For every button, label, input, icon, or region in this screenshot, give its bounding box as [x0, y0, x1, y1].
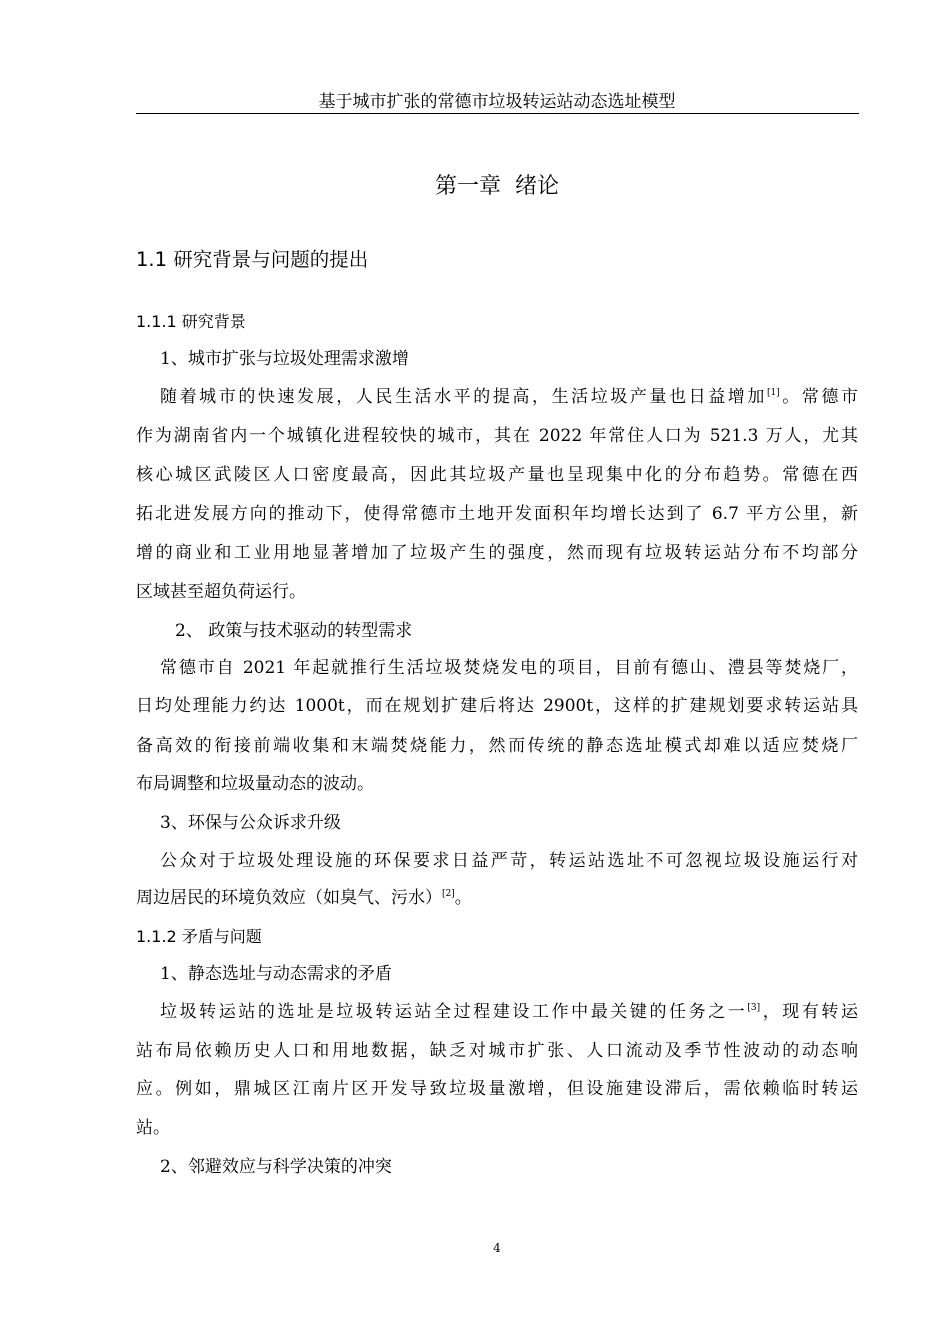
paragraph-line: 公众对于垃圾处理设施的环保要求日益严苛，转运站选址不可忽视垃圾设施运行对: [160, 851, 858, 871]
text-run: 。常德市: [779, 387, 859, 407]
item-heading: 2、 政策与技术驱动的转型需求: [175, 621, 413, 641]
paragraph-line: 备高效的衔接前端收集和末端焚烧能力，然而传统的静态选址模式却难以适应焚烧厂: [136, 736, 858, 756]
citation-ref: [3]: [747, 1003, 761, 1013]
paragraph-line: [160, 1000, 858, 1024]
text-run: 。: [454, 888, 472, 908]
item-heading: 2、邻避效应与科学决策的冲突: [160, 1157, 392, 1177]
paragraph-line: 作为湖南省内一个城镇化进程较快的城市，其在 2022 年常住人口为 521.3 万人，尤其: [136, 426, 858, 446]
chapter-title: 第一章 绪论: [435, 174, 559, 199]
page-number: 4: [493, 1241, 501, 1255]
paragraph-line: 日均处理能力约达 1000t，而在规划扩建后将达 2900t，这样的扩建规划要求转运站具: [136, 696, 858, 716]
paragraph-line: [160, 385, 858, 409]
citation-ref: [2]: [442, 889, 455, 899]
paragraph-line: 区域甚至超负荷运行。: [136, 582, 306, 602]
running-header: 基于城市扩张的常德市垃圾转运站动态选址模型: [318, 92, 676, 112]
paragraph-line: 站。: [136, 1118, 170, 1138]
paragraph-line: 核心城区武陵区人口密度最高，因此其垃圾产量也呈现集中化的分布趋势。常德在西: [136, 465, 858, 485]
item-heading: 1、城市扩张与垃圾处理需求激增: [160, 349, 409, 369]
paragraph-line: 应。例如，鼎城区江南片区开发导致垃圾量激增，但设施建设滞后，需依赖临时转运: [136, 1079, 858, 1099]
header-rule: [136, 113, 859, 114]
text-run: ，现有转运: [760, 1002, 859, 1022]
item-heading: 3、环保与公众诉求升级: [160, 813, 341, 833]
paragraph-line: 增的商业和工业用地显著增加了垃圾产生的强度，然而现有垃圾转运站分布不均部分: [136, 543, 858, 563]
section-heading: 1.1 研究背景与问题的提出: [136, 248, 369, 271]
text-run: 周边居民的环境负效应（如臭气、污水）: [136, 888, 442, 908]
paragraph-line: 站布局依赖历史人口和用地数据，缺乏对城市扩张、人口流动及季节性波动的动态响: [136, 1041, 858, 1061]
paragraph-line: 常德市自 2021 年起就推行生活垃圾焚烧发电的项目，目前有德山、澧县等焚烧厂，: [160, 658, 858, 678]
citation-ref: [1]: [766, 388, 780, 398]
text-run: 随着城市的快速发展，人民生活水平的提高，生活垃圾产量也日益增加: [160, 387, 767, 407]
paragraph-line: 拓北进发展方向的推动下，使得常德市土地开发面积年均增长达到了 6.7 平方公里，新: [136, 504, 858, 524]
subsection-heading-1-1-2: 1.1.2 矛盾与问题: [136, 927, 262, 946]
subsection-heading-1-1-1: 1.1.1 研究背景: [136, 312, 246, 331]
paragraph-line: 布局调整和垃圾量动态的波动。: [136, 774, 374, 794]
item-heading: 1、静态选址与动态需求的矛盾: [160, 964, 392, 984]
paragraph-line: [136, 886, 858, 910]
text-run: 垃圾转运站的选址是垃圾转运站全过程建设工作中最关键的任务之一: [160, 1002, 748, 1022]
